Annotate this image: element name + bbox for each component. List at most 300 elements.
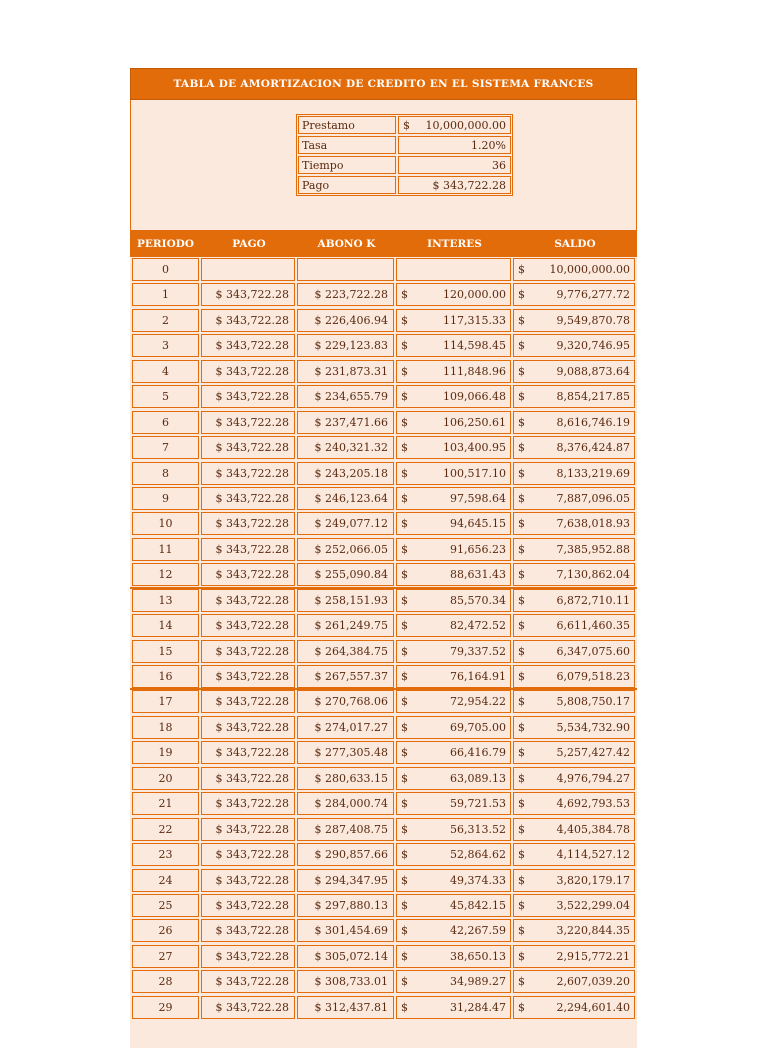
currency-sign: $: [401, 720, 408, 734]
saldo-value: 3,522,299.04: [556, 898, 630, 912]
table-row: [130, 537, 637, 562]
currency-sign: $: [518, 746, 525, 760]
cell-abono[interactable]: $ 223,722.28: [297, 283, 394, 306]
currency-sign: $: [518, 491, 525, 505]
cell-pago[interactable]: $ 343,722.28: [201, 487, 295, 510]
interes-value: 38,650.13: [450, 949, 506, 963]
table-row: [130, 359, 637, 384]
cell-saldo[interactable]: [513, 767, 635, 790]
table-row: [130, 613, 637, 638]
cell-abono[interactable]: $ 270,768.06: [297, 690, 394, 713]
cell-abono[interactable]: $ 234,655.79: [297, 385, 394, 408]
cell-periodo[interactable]: 17: [132, 690, 199, 713]
cell-pago[interactable]: $ 343,722.28: [201, 996, 295, 1019]
cell-periodo[interactable]: 2: [132, 309, 199, 332]
cell-pago[interactable]: $ 343,722.28: [201, 411, 295, 434]
cell-abono[interactable]: $ 243,205.18: [297, 462, 394, 485]
currency-sign: $: [518, 949, 525, 963]
currency-sign: $: [401, 491, 408, 505]
cell-pago[interactable]: $ 343,722.28: [201, 538, 295, 561]
cell-saldo[interactable]: [513, 640, 635, 663]
currency-sign: $: [401, 568, 408, 582]
currency-sign: $: [518, 593, 525, 607]
saldo-value: 7,887,096.05: [556, 491, 630, 505]
col-header-interes: INTERES: [427, 237, 482, 250]
saldo-value: 3,220,844.35: [556, 924, 630, 938]
cell-pago[interactable]: $ 343,722.28: [201, 614, 295, 637]
amortization-sheet: [130, 68, 637, 1048]
cell-periodo[interactable]: 19: [132, 741, 199, 764]
table-row: [130, 257, 637, 282]
table-row: [130, 918, 637, 943]
cell-abono[interactable]: $ 287,408.75: [297, 818, 394, 841]
cell-abono[interactable]: $ 264,384.75: [297, 640, 394, 663]
interes-value: 59,721.53: [450, 797, 506, 811]
currency-sign: $: [518, 822, 525, 836]
currency-sign: $: [401, 364, 408, 378]
cell-periodo[interactable]: 22: [132, 818, 199, 841]
cell-interes[interactable]: [396, 970, 511, 993]
cell-pago[interactable]: $ 343,722.28: [201, 767, 295, 790]
cell-saldo[interactable]: [513, 411, 635, 434]
cell-pago[interactable]: $ 343,722.28: [201, 563, 295, 586]
saldo-value: 8,376,424.87: [556, 441, 630, 455]
cell-saldo[interactable]: [513, 563, 635, 586]
cell-periodo[interactable]: 4: [132, 360, 199, 383]
currency-sign: $: [401, 975, 408, 989]
cell-pago[interactable]: $ 343,722.28: [201, 843, 295, 866]
currency-sign: $: [401, 593, 408, 607]
cell-interes[interactable]: [396, 894, 511, 917]
cell-periodo[interactable]: 15: [132, 640, 199, 663]
cell-periodo[interactable]: 13: [132, 589, 199, 612]
cell-periodo[interactable]: 26: [132, 919, 199, 942]
param-number: 36: [492, 158, 506, 172]
currency-sign: $: [401, 924, 408, 938]
col-header-pago: PAGO: [232, 237, 266, 250]
param-label[interactable]: Tiempo: [298, 156, 396, 174]
interes-value: 94,645.15: [450, 517, 506, 531]
cell-pago[interactable]: $ 343,722.28: [201, 283, 295, 306]
cell-interes[interactable]: [396, 283, 511, 306]
param-number: $ 343,722.28: [432, 178, 506, 192]
cell-pago[interactable]: $ 343,722.28: [201, 385, 295, 408]
currency-sign: $: [401, 644, 408, 658]
cell-abono[interactable]: $ 280,633.15: [297, 767, 394, 790]
saldo-value: 5,257,427.42: [556, 746, 630, 760]
table-row: [130, 766, 637, 791]
cell-periodo[interactable]: 23: [132, 843, 199, 866]
cell-interes[interactable]: [396, 690, 511, 713]
cell-interes[interactable]: [396, 538, 511, 561]
table-row: [130, 689, 637, 714]
cell-saldo[interactable]: [513, 283, 635, 306]
table-row: [130, 639, 637, 664]
currency-sign: $: [518, 644, 525, 658]
params-section: [130, 100, 637, 230]
cell-interes[interactable]: [396, 919, 511, 942]
cell-interes[interactable]: [396, 309, 511, 332]
saldo-value: 8,133,219.69: [556, 466, 630, 480]
param-value[interactable]: [398, 136, 511, 154]
cell-saldo[interactable]: [513, 538, 635, 561]
interes-value: 45,842.15: [450, 898, 506, 912]
table-row: [130, 995, 637, 1020]
param-label[interactable]: Prestamo: [298, 116, 396, 134]
saldo-value: 7,385,952.88: [556, 542, 630, 556]
cell-pago[interactable]: $ 343,722.28: [201, 640, 295, 663]
cell-abono[interactable]: $ 249,077.12: [297, 512, 394, 535]
cell-pago[interactable]: $ 343,722.28: [201, 741, 295, 764]
cell-periodo[interactable]: 29: [132, 996, 199, 1019]
cell-interes[interactable]: [396, 589, 511, 612]
interes-value: 52,864.62: [450, 848, 506, 862]
interes-value: 88,631.43: [450, 568, 506, 582]
currency-sign: $: [518, 364, 525, 378]
table-row: [130, 944, 637, 969]
saldo-value: 10,000,000.00: [549, 263, 630, 276]
saldo-value: 5,534,732.90: [556, 720, 630, 734]
cell-abono[interactable]: $ 312,437.81: [297, 996, 394, 1019]
cell-abono[interactable]: $ 237,471.66: [297, 411, 394, 434]
cell-periodo[interactable]: 21: [132, 792, 199, 815]
table-row: [130, 791, 637, 816]
table-row: [130, 588, 637, 613]
currency-sign: $: [518, 390, 525, 404]
currency-sign: $: [518, 466, 525, 480]
cell-saldo[interactable]: [513, 360, 635, 383]
cell-saldo[interactable]: [513, 894, 635, 917]
saldo-value: 7,638,018.93: [556, 517, 630, 531]
cell-pago[interactable]: $ 343,722.28: [201, 894, 295, 917]
interes-value: 114,598.45: [443, 339, 506, 353]
currency-sign: $: [401, 517, 408, 531]
currency-sign: $: [518, 670, 525, 683]
interes-value: 66,416.79: [450, 746, 506, 760]
interes-value: 76,164.91: [450, 670, 506, 683]
cell-periodo[interactable]: 5: [132, 385, 199, 408]
currency-sign: $: [401, 695, 408, 709]
currency-sign: $: [401, 441, 408, 455]
cell-abono[interactable]: $ 267,557.37: [297, 665, 394, 688]
param-value[interactable]: [398, 116, 511, 134]
cell-interes[interactable]: [396, 563, 511, 586]
cell-saldo[interactable]: [513, 869, 635, 892]
cell-saldo[interactable]: [513, 462, 635, 485]
cell-interes[interactable]: [396, 385, 511, 408]
currency-sign: $: [401, 415, 408, 429]
cell-interes[interactable]: [396, 436, 511, 459]
cell-pago[interactable]: $ 343,722.28: [201, 462, 295, 485]
table-row: [130, 461, 637, 486]
cell-periodo[interactable]: 3: [132, 334, 199, 357]
params-table: [296, 114, 513, 196]
cell-saldo[interactable]: [513, 996, 635, 1019]
amortization-rows: [130, 257, 637, 1020]
cell-periodo[interactable]: 18: [132, 716, 199, 739]
param-row: [298, 176, 511, 194]
saldo-value: 6,079,518.23: [556, 670, 630, 683]
table-row: [130, 740, 637, 765]
cell-pago[interactable]: $ 343,722.28: [201, 792, 295, 815]
currency-sign: $: [518, 848, 525, 862]
cell-saldo[interactable]: [513, 436, 635, 459]
currency-sign: $: [518, 975, 525, 989]
cell-saldo[interactable]: [513, 741, 635, 764]
cell-abono[interactable]: $ 258,151.93: [297, 589, 394, 612]
currency-sign: $: [401, 873, 408, 887]
interes-value: 82,472.52: [450, 619, 506, 633]
cell-interes[interactable]: [396, 767, 511, 790]
currency-sign: $: [401, 466, 408, 480]
cell-periodo[interactable]: 27: [132, 945, 199, 968]
currency-sign: $: [401, 390, 408, 404]
cell-saldo[interactable]: [513, 258, 635, 281]
currency-sign: $: [401, 542, 408, 556]
cell-periodo[interactable]: 11: [132, 538, 199, 561]
currency-sign: $: [518, 797, 525, 811]
currency-sign: $: [518, 924, 525, 938]
cell-saldo[interactable]: [513, 690, 635, 713]
currency-sign: $: [518, 568, 525, 582]
currency-sign: $: [401, 619, 408, 633]
cell-saldo[interactable]: [513, 589, 635, 612]
cell-abono[interactable]: $ 246,123.64: [297, 487, 394, 510]
param-value[interactable]: [398, 156, 511, 174]
cell-saldo[interactable]: [513, 843, 635, 866]
cell-pago[interactable]: $ 343,722.28: [201, 665, 295, 688]
cell-abono[interactable]: $ 226,406.94: [297, 309, 394, 332]
interes-value: 63,089.13: [450, 771, 506, 785]
interes-value: 111,848.96: [443, 364, 506, 378]
cell-abono[interactable]: $ 229,123.83: [297, 334, 394, 357]
currency-sign: $: [518, 873, 525, 887]
interes-value: 42,267.59: [450, 924, 506, 938]
interes-value: 56,313.52: [450, 822, 506, 836]
saldo-value: 8,616,746.19: [556, 415, 630, 429]
cell-periodo[interactable]: 7: [132, 436, 199, 459]
cell-saldo[interactable]: [513, 487, 635, 510]
cell-abono[interactable]: $ 240,321.32: [297, 436, 394, 459]
cell-interes[interactable]: [396, 945, 511, 968]
table-row: [130, 384, 637, 409]
table-row: [130, 486, 637, 511]
saldo-value: 2,607,039.20: [556, 975, 630, 989]
cell-abono[interactable]: $ 284,000.74: [297, 792, 394, 815]
saldo-value: 6,872,710.11: [556, 593, 630, 607]
currency-sign: $: [518, 619, 525, 633]
currency-sign: $: [401, 670, 408, 683]
cell-saldo[interactable]: [513, 665, 635, 688]
cell-saldo[interactable]: [513, 334, 635, 357]
currency-sign: $: [401, 746, 408, 760]
param-row: [298, 136, 511, 154]
saldo-value: 6,347,075.60: [556, 644, 630, 658]
cell-abono[interactable]: $ 297,880.13: [297, 894, 394, 917]
cell-periodo[interactable]: 0: [132, 258, 199, 281]
saldo-value: 9,088,873.64: [556, 364, 630, 378]
cell-interes[interactable]: [396, 996, 511, 1019]
cell-abono[interactable]: [297, 258, 394, 281]
col-header-saldo: SALDO: [554, 237, 596, 250]
cell-periodo[interactable]: 12: [132, 563, 199, 586]
saldo-value: 4,976,794.27: [556, 771, 630, 785]
cell-abono[interactable]: $ 252,066.05: [297, 538, 394, 561]
cell-pago[interactable]: $ 343,722.28: [201, 945, 295, 968]
cell-periodo[interactable]: 20: [132, 767, 199, 790]
cell-periodo[interactable]: 28: [132, 970, 199, 993]
table-row: [130, 715, 637, 740]
cell-interes[interactable]: [396, 665, 511, 688]
table-row: [130, 282, 637, 307]
cell-periodo[interactable]: 8: [132, 462, 199, 485]
cell-interes[interactable]: [396, 334, 511, 357]
cell-interes[interactable]: [396, 640, 511, 663]
currency-sign: $: [401, 1000, 408, 1014]
cell-periodo[interactable]: 24: [132, 869, 199, 892]
cell-interes[interactable]: [396, 818, 511, 841]
currency-sign: $: [518, 441, 525, 455]
interes-value: 100,517.10: [443, 466, 506, 480]
cell-abono[interactable]: $ 277,305.48: [297, 741, 394, 764]
interes-value: 31,284.47: [450, 1000, 506, 1014]
cell-periodo[interactable]: 25: [132, 894, 199, 917]
cell-pago[interactable]: $ 343,722.28: [201, 919, 295, 942]
cell-saldo[interactable]: [513, 970, 635, 993]
cell-abono[interactable]: $ 301,454.69: [297, 919, 394, 942]
interes-value: 106,250.61: [443, 415, 506, 429]
cell-interes[interactable]: [396, 360, 511, 383]
cell-interes[interactable]: [396, 792, 511, 815]
cell-interes[interactable]: [396, 411, 511, 434]
currency-sign: $: [518, 517, 525, 531]
cell-periodo[interactable]: 1: [132, 283, 199, 306]
saldo-value: 3,820,179.17: [556, 873, 630, 887]
cell-abono[interactable]: $ 255,090.84: [297, 563, 394, 586]
cell-interes[interactable]: [396, 462, 511, 485]
cell-abono[interactable]: $ 305,072.14: [297, 945, 394, 968]
param-row: [298, 116, 511, 134]
cell-periodo[interactable]: 16: [132, 665, 199, 688]
cell-interes[interactable]: [396, 869, 511, 892]
cell-pago[interactable]: $ 343,722.28: [201, 589, 295, 612]
cell-pago[interactable]: $ 343,722.28: [201, 360, 295, 383]
cell-pago[interactable]: $ 343,722.28: [201, 512, 295, 535]
table-row: [130, 435, 637, 460]
cell-saldo[interactable]: [513, 945, 635, 968]
col-header-periodo: PERIODO: [137, 237, 194, 250]
cell-interes[interactable]: [396, 258, 511, 281]
saldo-value: 5,808,750.17: [556, 695, 630, 709]
saldo-value: 6,611,460.35: [556, 619, 630, 633]
cell-saldo[interactable]: [513, 512, 635, 535]
currency-sign: $: [518, 339, 525, 353]
cell-periodo[interactable]: 6: [132, 411, 199, 434]
cell-saldo[interactable]: [513, 818, 635, 841]
cell-abono[interactable]: $ 290,857.66: [297, 843, 394, 866]
currency-sign: $: [401, 771, 408, 785]
interes-value: 34,989.27: [450, 975, 506, 989]
cell-abono[interactable]: $ 231,873.31: [297, 360, 394, 383]
cell-abono[interactable]: $ 294,347.95: [297, 869, 394, 892]
table-row: [130, 562, 637, 587]
table-row: [130, 893, 637, 918]
currency-sign: $: [518, 695, 525, 709]
cell-interes[interactable]: [396, 512, 511, 535]
cell-abono[interactable]: $ 308,733.01: [297, 970, 394, 993]
table-row: [130, 868, 637, 893]
cell-saldo[interactable]: [513, 716, 635, 739]
saldo-value: 9,776,277.72: [556, 288, 630, 302]
currency-sign: $: [518, 542, 525, 556]
cell-saldo[interactable]: [513, 385, 635, 408]
currency-sign: $: [518, 415, 525, 429]
cell-pago[interactable]: $ 343,722.28: [201, 690, 295, 713]
cell-pago[interactable]: $ 343,722.28: [201, 436, 295, 459]
currency-sign: $: [518, 288, 525, 302]
cell-periodo[interactable]: 14: [132, 614, 199, 637]
currency-sign: $: [518, 263, 525, 276]
table-row: [130, 664, 637, 689]
cell-interes[interactable]: [396, 741, 511, 764]
cell-interes[interactable]: [396, 843, 511, 866]
param-label[interactable]: Tasa: [298, 136, 396, 154]
table-row: [130, 842, 637, 867]
cell-periodo[interactable]: 9: [132, 487, 199, 510]
interes-value: 85,570.34: [450, 593, 506, 607]
cell-abono[interactable]: $ 261,249.75: [297, 614, 394, 637]
interes-value: 49,374.33: [450, 873, 506, 887]
saldo-value: 2,294,601.40: [556, 1000, 630, 1014]
cell-saldo[interactable]: [513, 919, 635, 942]
currency-sign: $: [401, 797, 408, 811]
cell-pago[interactable]: $ 343,722.28: [201, 309, 295, 332]
saldo-value: 4,692,793.53: [556, 797, 630, 811]
cell-pago[interactable]: [201, 258, 295, 281]
saldo-value: 2,915,772.21: [556, 949, 630, 963]
currency-sign: $: [401, 313, 408, 327]
col-header-abono: ABONO K: [317, 237, 376, 250]
interes-value: 72,954.22: [450, 695, 506, 709]
cell-saldo[interactable]: [513, 309, 635, 332]
cell-pago[interactable]: $ 343,722.28: [201, 716, 295, 739]
cell-interes[interactable]: [396, 716, 511, 739]
saldo-value: 4,405,384.78: [556, 822, 630, 836]
saldo-value: 7,130,862.04: [556, 568, 630, 582]
cell-interes[interactable]: [396, 487, 511, 510]
cell-pago[interactable]: $ 343,722.28: [201, 818, 295, 841]
table-row: [130, 511, 637, 536]
cell-saldo[interactable]: [513, 614, 635, 637]
cell-abono[interactable]: $ 274,017.27: [297, 716, 394, 739]
currency-sign: $: [401, 898, 408, 912]
table-row: [130, 333, 637, 358]
cell-interes[interactable]: [396, 614, 511, 637]
currency-sign: $: [401, 949, 408, 963]
cell-saldo[interactable]: [513, 792, 635, 815]
param-number: 10,000,000.00: [425, 118, 506, 132]
currency-sign: $: [518, 313, 525, 327]
cell-pago[interactable]: $ 343,722.28: [201, 869, 295, 892]
interes-value: 109,066.48: [443, 390, 506, 404]
cell-pago[interactable]: $ 343,722.28: [201, 970, 295, 993]
table-row: [130, 410, 637, 435]
cell-periodo[interactable]: 10: [132, 512, 199, 535]
cell-pago[interactable]: $ 343,722.28: [201, 334, 295, 357]
interes-value: 120,000.00: [443, 288, 506, 302]
param-label[interactable]: Pago: [298, 176, 396, 194]
param-value[interactable]: [398, 176, 511, 194]
